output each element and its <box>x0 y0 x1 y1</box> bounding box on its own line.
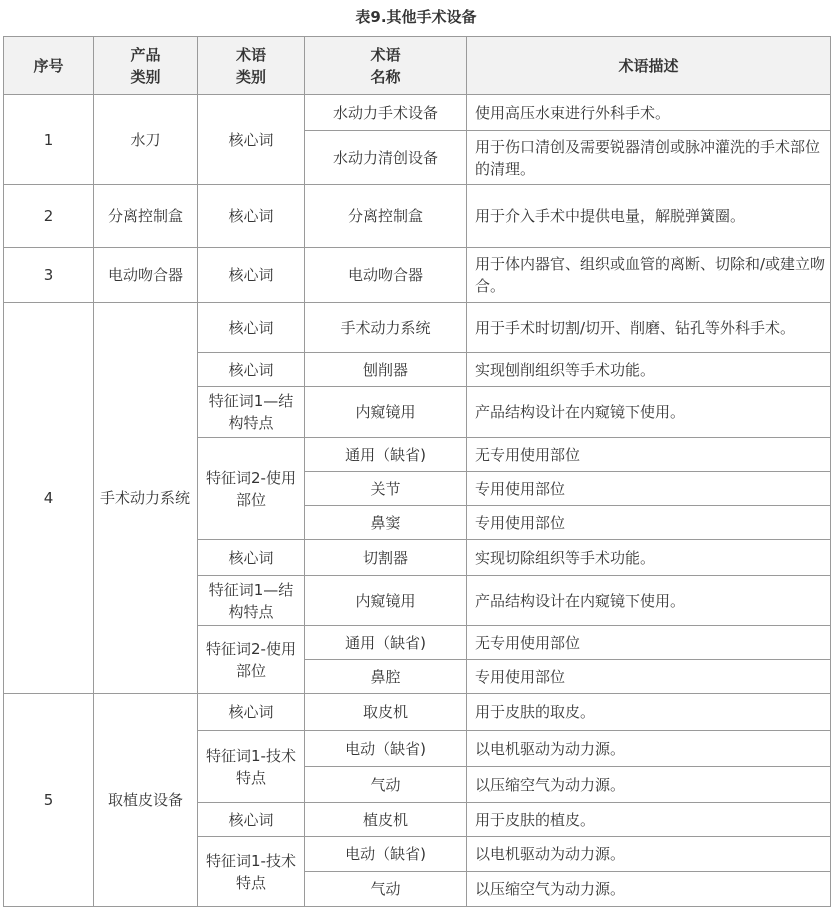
cell-term-type: 特征词2-使用部位 <box>198 438 305 540</box>
cell-description: 无专用使用部位 <box>467 626 831 660</box>
cell-term-name: 鼻腔 <box>305 660 467 694</box>
header-term-type <box>198 37 305 95</box>
cell-term-name: 水动力手术设备 <box>305 95 467 131</box>
header-category-line2: 类别 <box>130 67 161 86</box>
cell-term-name: 关节 <box>305 472 467 506</box>
cell-no: 4 <box>4 303 94 694</box>
cell-term-name: 刨削器 <box>305 353 467 387</box>
cell-description: 用于手术时切割/切开、削磨、钻孔等外科手术。 <box>467 303 831 353</box>
cell-term-name: 电动吻合器 <box>305 248 467 303</box>
cell-description: 无专用使用部位 <box>467 438 831 472</box>
table-row <box>4 248 831 303</box>
cell-description: 用于体内器官、组织或血管的离断、切除和/或建立吻合。 <box>467 248 831 303</box>
cell-description: 产品结构设计在内窥镜下使用。 <box>467 576 831 626</box>
cell-description: 使用高压水束进行外科手术。 <box>467 95 831 131</box>
cell-term-type: 核心词 <box>198 803 305 837</box>
header-term-type-line1: 术语 <box>235 45 266 64</box>
cell-term-name: 分离控制盒 <box>305 185 467 248</box>
cell-description: 以电机驱动为动力源。 <box>467 731 831 767</box>
cell-term-name: 通用（缺省) <box>305 438 467 472</box>
cell-no: 5 <box>4 694 94 907</box>
cell-term-name: 内窥镜用 <box>305 576 467 626</box>
cell-term-name: 内窥镜用 <box>305 387 467 438</box>
cell-term-name: 电动（缺省) <box>305 837 467 872</box>
cell-term-type: 核心词 <box>198 185 305 248</box>
cell-term-type: 核心词 <box>198 353 305 387</box>
cell-description: 用于伤口清创及需要锐器清创或脉冲灌洗的手术部位的清理。 <box>467 131 831 185</box>
header-category-line1: 产品 <box>130 45 161 64</box>
cell-category: 取植皮设备 <box>94 694 198 907</box>
header-no: 序号 <box>4 37 94 95</box>
cell-term-name: 手术动力系统 <box>305 303 467 353</box>
cell-description: 实现切除组织等手术功能。 <box>467 540 831 576</box>
table-row <box>4 185 831 248</box>
table-row <box>4 303 831 353</box>
cell-category: 水刀 <box>94 95 198 185</box>
cell-term-name: 切割器 <box>305 540 467 576</box>
cell-term-type: 核心词 <box>198 694 305 731</box>
cell-no: 3 <box>4 248 94 303</box>
cell-no: 2 <box>4 185 94 248</box>
cell-description: 以压缩空气为动力源。 <box>467 872 831 907</box>
cell-term-type: 核心词 <box>198 540 305 576</box>
cell-term-type: 特征词1—结构特点 <box>198 387 305 438</box>
cell-description: 产品结构设计在内窥镜下使用。 <box>467 387 831 438</box>
table-row <box>4 95 831 131</box>
cell-term-type: 核心词 <box>198 248 305 303</box>
cell-term-type: 特征词1—结构特点 <box>198 576 305 626</box>
cell-description: 专用使用部位 <box>467 660 831 694</box>
header-description: 术语描述 <box>467 37 831 95</box>
cell-description: 实现刨削组织等手术功能。 <box>467 353 831 387</box>
cell-category: 电动吻合器 <box>94 248 198 303</box>
cell-description: 以电机驱动为动力源。 <box>467 837 831 872</box>
cell-term-name: 植皮机 <box>305 803 467 837</box>
cell-no: 1 <box>4 95 94 185</box>
cell-description: 专用使用部位 <box>467 506 831 540</box>
cell-term-name: 气动 <box>305 767 467 803</box>
table-row <box>4 694 831 731</box>
header-term-name <box>305 37 467 95</box>
cell-category: 分离控制盒 <box>94 185 198 248</box>
terminology-table <box>3 36 831 907</box>
header-category <box>94 37 198 95</box>
header-term-name-line2: 名称 <box>370 67 401 86</box>
header-row <box>4 37 831 95</box>
cell-term-name: 鼻窦 <box>305 506 467 540</box>
header-term-name-line1: 术语 <box>370 45 401 64</box>
cell-term-type: 特征词1-技术特点 <box>198 731 305 803</box>
cell-term-name: 取皮机 <box>305 694 467 731</box>
cell-description: 以压缩空气为动力源。 <box>467 767 831 803</box>
table-title: 表9.其他手术设备 <box>355 8 477 26</box>
cell-description: 用于皮肤的取皮。 <box>467 694 831 731</box>
cell-term-type: 特征词2-使用部位 <box>198 626 305 694</box>
header-term-type-line2: 类别 <box>235 67 266 86</box>
cell-term-name: 气动 <box>305 872 467 907</box>
cell-term-name: 电动（缺省) <box>305 731 467 767</box>
cell-description: 专用使用部位 <box>467 472 831 506</box>
cell-term-type: 核心词 <box>198 95 305 185</box>
cell-term-name: 水动力清创设备 <box>305 131 467 185</box>
cell-category: 手术动力系统 <box>94 303 198 694</box>
cell-term-type: 核心词 <box>198 303 305 353</box>
cell-description: 用于介入手术中提供电量，解脱弹簧圈。 <box>467 185 831 248</box>
cell-term-type: 特征词1-技术特点 <box>198 837 305 907</box>
cell-term-name: 通用（缺省) <box>305 626 467 660</box>
cell-description: 用于皮肤的植皮。 <box>467 803 831 837</box>
